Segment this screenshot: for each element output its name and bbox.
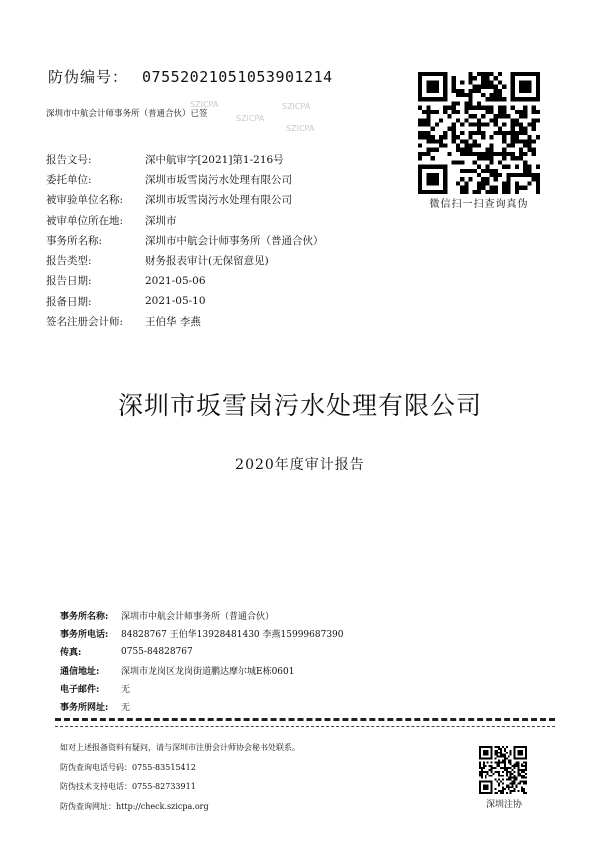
qr-finder-inner xyxy=(517,750,523,756)
firm-value: 84828767 王伯华13928481430 李燕15999687390 xyxy=(121,629,344,640)
info-label: 委托单位: xyxy=(46,173,92,186)
stamp-text-4: SZICPA xyxy=(286,124,315,133)
info-label: 报备日期: xyxy=(46,295,92,308)
szicpa-qr-code-icon[interactable] xyxy=(479,746,527,794)
info-value: 深圳市中航会计师事务所（普通合伙） xyxy=(145,234,324,247)
qr-finder-inner xyxy=(426,80,439,93)
info-value: 深圳市坂雪岗污水处理有限公司 xyxy=(145,173,292,186)
info-row xyxy=(46,149,324,169)
qr-code-icon[interactable] xyxy=(418,72,540,194)
firm-label: 电子邮件: xyxy=(60,684,100,695)
info-value: 2021-05-06 xyxy=(145,274,206,287)
info-value: 财务报表审计(无保留意见) xyxy=(145,255,269,268)
info-row xyxy=(46,230,324,250)
anti-fake-number: 07552021051053901214 xyxy=(142,68,333,86)
firm-value: 0755-84828767 xyxy=(121,646,193,657)
info-row xyxy=(46,291,324,311)
firm-value: 无 xyxy=(121,684,131,695)
footer-notes xyxy=(60,738,300,816)
firm-label: 通信地址: xyxy=(60,666,100,677)
divider xyxy=(55,718,555,721)
info-value: 2021-05-10 xyxy=(145,295,206,308)
info-row xyxy=(46,250,324,270)
anti-fake-code xyxy=(48,66,333,87)
footer-line: 如对上述报备资料有疑问，请与深圳市注册会计师协会秘书处联系。 xyxy=(60,743,300,753)
footer-line: 防伪查询电话号码：0755-83515412 xyxy=(60,762,196,772)
footer-line: 防伪查询网址：http://check.szicpa.org xyxy=(60,801,209,811)
report-info xyxy=(46,149,324,332)
stamp-text-3: SZICPA xyxy=(282,102,311,111)
firm-label: 事务所网址: xyxy=(60,703,109,714)
firm-row xyxy=(60,643,344,661)
qr-finder-inner xyxy=(426,173,439,186)
footer-line: 防伪技术支持电话：0755-82733911 xyxy=(60,782,196,792)
firm-row xyxy=(60,624,344,642)
qr-finder-inner xyxy=(483,784,489,790)
info-label: 报告文号: xyxy=(46,153,92,166)
firm-label: 传真: xyxy=(60,648,82,659)
stamp-text-1: SZICPA xyxy=(190,100,219,109)
firm-info xyxy=(60,606,344,716)
qr-finder-inner xyxy=(483,750,489,756)
firm-row xyxy=(60,697,344,715)
info-row xyxy=(46,311,324,331)
report-title: 2020年度审计报告 xyxy=(235,457,365,473)
anti-fake-label: 防伪编号： xyxy=(48,68,129,86)
qr-finder-inner xyxy=(519,80,532,93)
info-row xyxy=(46,271,324,291)
qr-caption: 微信扫一扫查询真伪 xyxy=(429,199,529,210)
info-label: 报告日期: xyxy=(46,275,92,288)
info-label: 报告类型: xyxy=(46,255,92,268)
firm-value: 深圳市龙岗区龙岗街道鹏达摩尔城E栋0601 xyxy=(121,666,295,677)
firm-label: 事务所电话: xyxy=(60,629,109,640)
info-row xyxy=(46,210,324,230)
info-label: 事务所名称: xyxy=(46,234,103,247)
divider xyxy=(55,726,555,727)
firm-row xyxy=(60,661,344,679)
firm-value: 无 xyxy=(121,703,131,714)
company-title: 深圳市坂雪岗污水处理有限公司 xyxy=(117,391,482,420)
info-label: 被审单位所在地: xyxy=(46,214,124,227)
stamp-text-2: SZICPA xyxy=(236,114,265,123)
info-value: 王伯华 李燕 xyxy=(145,316,201,329)
info-value: 深圳市 xyxy=(145,214,177,227)
info-row xyxy=(46,169,324,189)
firm-row xyxy=(60,679,344,697)
info-label: 被审验单位名称: xyxy=(46,194,124,207)
info-value: 深中航审字[2021]第1-216号 xyxy=(145,153,284,166)
info-value: 深圳市坂雪岗污水处理有限公司 xyxy=(145,194,292,207)
szicpa-qr-caption: 深圳注协 xyxy=(485,800,522,810)
info-row xyxy=(46,190,324,210)
firm-value: 深圳市中航会计师事务所（普通合伙） xyxy=(121,611,275,622)
firm-label: 事务所名称: xyxy=(60,611,109,622)
stamp-watermark xyxy=(190,97,338,135)
info-label: 签名注册会计师: xyxy=(46,316,124,329)
firm-row xyxy=(60,606,344,624)
signed-note: 深圳市中航会计师事务所（普通合伙）已签 xyxy=(46,109,208,119)
